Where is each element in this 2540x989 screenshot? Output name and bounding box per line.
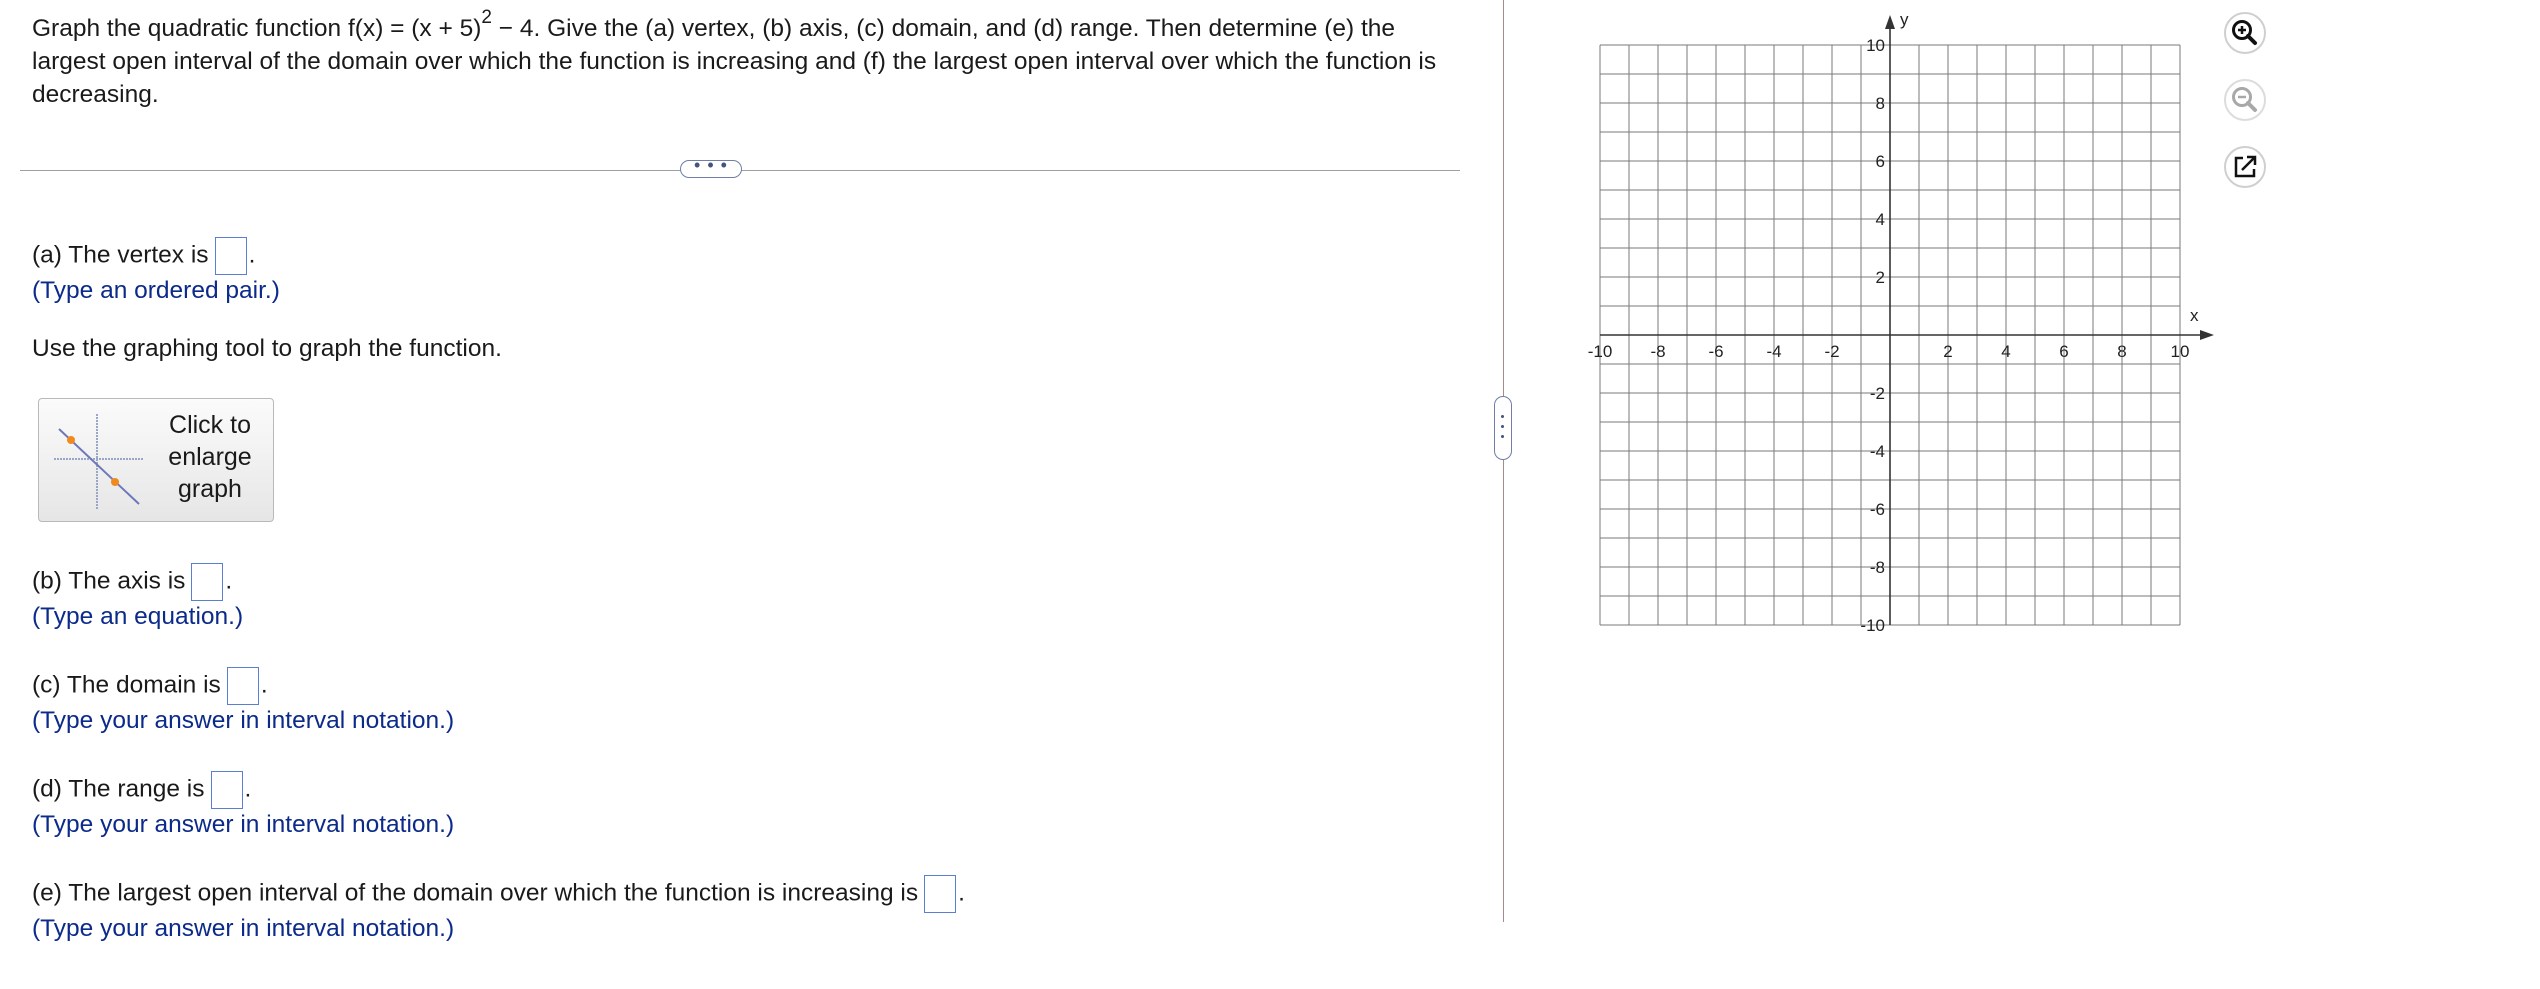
graph-thumbnail-icon [49,409,149,513]
part-e-hint: (Type your answer in interval notation.) [32,915,455,942]
popout-icon[interactable] [2222,144,2268,190]
y-tick-label: -8 [1869,558,1885,577]
period: . [225,567,233,595]
zoom-in-icon[interactable] [2222,10,2268,56]
x-tick-label: -10 [1587,342,1613,361]
part-e [32,875,965,913]
y-tick-label: 4 [1875,210,1885,229]
x-tick-label: -4 [1766,342,1782,361]
axis-answer-box[interactable] [191,563,223,601]
part-d [32,771,251,809]
coordinate-graph[interactable] [1570,0,2230,635]
y-tick-label: 2 [1875,268,1885,287]
x-tick-label: 8 [2117,342,2127,361]
part-b-hint: (Type an equation.) [32,603,244,630]
y-tick-label: -4 [1869,442,1885,461]
question-text [32,6,1472,111]
y-tick-label: -10 [1860,616,1885,635]
y-axis-label: y [1900,10,1909,29]
part-d-hint: (Type your answer in interval notation.) [32,811,455,838]
y-tick-label: 10 [1866,36,1885,55]
part-c-hint: (Type your answer in interval notation.) [32,707,455,734]
graph-instruction: Use the graphing tool to graph the function. [32,335,502,362]
part-b-label: (b) The axis is [32,567,186,595]
y-tick-label: -2 [1869,384,1885,403]
increasing-answer-box[interactable] [924,875,956,913]
part-e-label: (e) The largest open interval of the domain over which the function is increasing is [32,879,919,907]
x-tick-label: 2 [1943,342,1953,361]
x-tick-label: -6 [1708,342,1724,361]
enlarge-graph-button[interactable] [38,398,274,522]
y-tick-label: 6 [1875,152,1885,171]
x-tick-label: 10 [2170,342,2190,361]
expand-question-button[interactable]: • • • [680,160,742,178]
y-axis-arrow [1885,15,1895,29]
x-axis-arrow [2200,330,2214,340]
x-tick-label: 4 [2001,342,2011,361]
panel-resize-handle[interactable] [1494,396,1512,460]
period: . [244,775,252,803]
question-exponent: 2 [481,6,492,28]
period: . [958,879,965,907]
x-axis-label: x [2190,306,2199,325]
x-tick-label: -2 [1824,342,1840,361]
x-tick-label: 6 [2059,342,2069,361]
question-prefix: Graph the quadratic function f(x) = (x + 5) [32,15,482,42]
range-answer-box[interactable] [211,771,243,809]
period: . [260,671,268,699]
part-c-label: (c) The domain is [32,671,221,699]
x-tick-label: -8 [1650,342,1666,361]
part-d-label: (d) The range is [32,775,205,803]
part-a-label: (a) The vertex is [32,241,209,269]
panel-splitter [1503,0,1504,922]
part-a-hint: (Type an ordered pair.) [32,277,280,304]
question-suffix: − 4. Give the (a) vertex, (b) axis, (c) domain, and (d) range. Then determine (e) the largest open interval of the domain over which the function is increasing and (f) the largest open interval over which the function is decreasing. [32,15,1437,108]
part-b [32,563,232,601]
domain-answer-box[interactable] [227,667,259,705]
y-tick-label: 8 [1875,94,1885,113]
part-a [32,237,255,275]
enlarge-graph-label: Click to enlarge graph [168,411,252,503]
y-tick-label: -6 [1869,500,1885,519]
zoom-out-icon[interactable] [2222,77,2268,123]
period: . [248,241,256,269]
part-c [32,667,268,705]
vertex-answer-box[interactable] [215,237,247,275]
